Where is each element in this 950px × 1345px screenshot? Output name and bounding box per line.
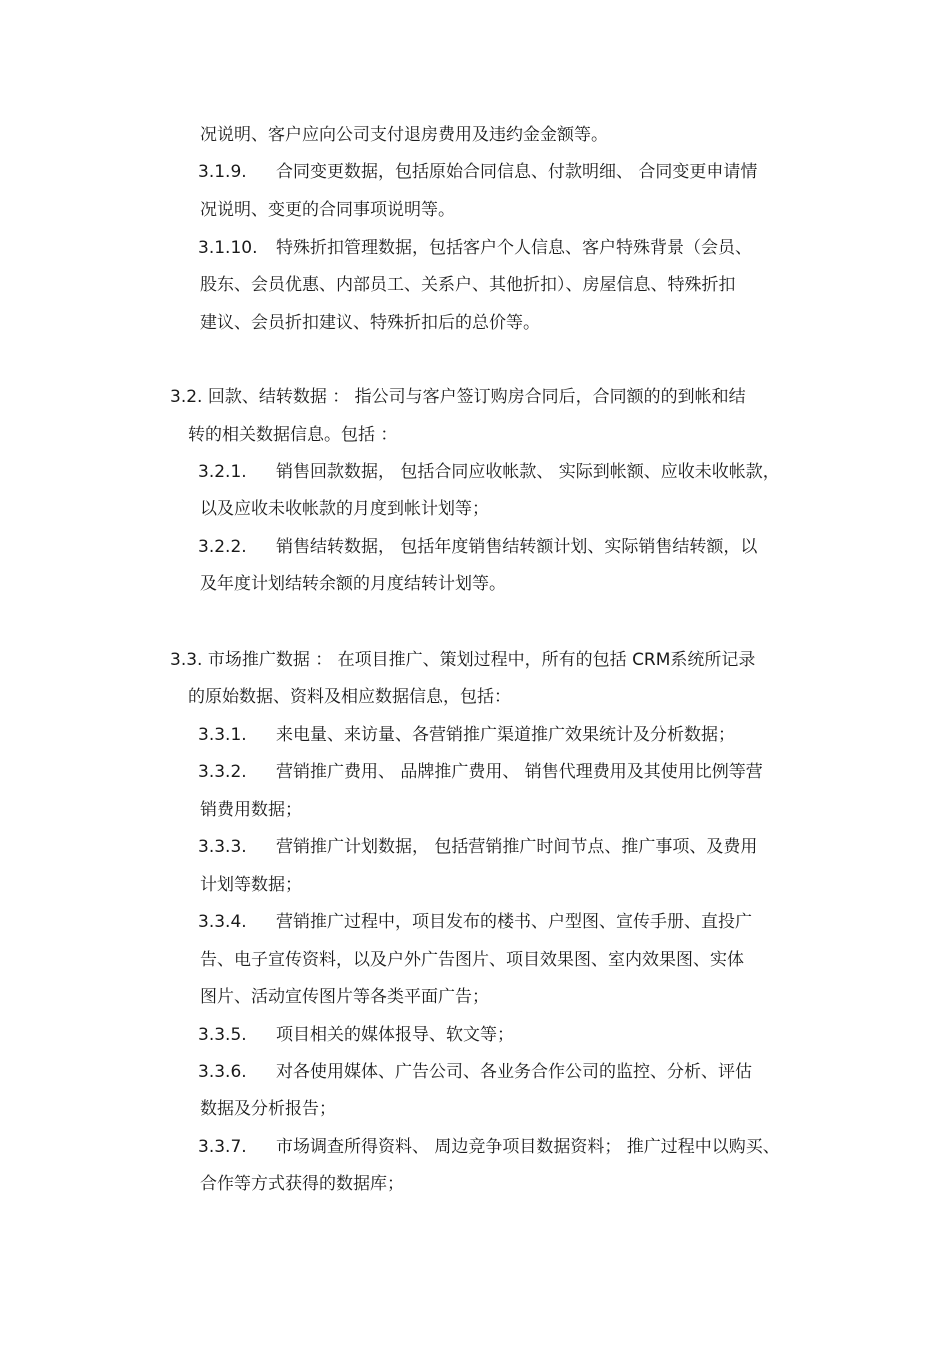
- section-3-3-6-line-2: 数据及分析报告；: [200, 1099, 336, 1119]
- section-3-1-10-text: 特殊折扣管理数据，包括客户个人信息、客户特殊背景（会员、: [276, 238, 752, 258]
- section-3-3-line-2: 的原始数据、资料及相应数据信息，包括：: [188, 687, 511, 707]
- section-3-2-text: 回款、结转数据 ： 指公司与客户签订购房合同后，合同额的的到帐和结: [202, 387, 746, 407]
- section-3-3-3-number: 3.3.3.: [198, 837, 247, 857]
- section-3-1-10-line-1: [198, 237, 752, 259]
- section-3-3-5-line-1: [198, 1024, 514, 1046]
- section-3-2-1-text: 销售回款数据， 包括合同应收帐款、 实际到帐额、应收未收帐款，: [276, 462, 780, 482]
- section-3-3-5-text: 项目相关的媒体报导、软文等；: [276, 1025, 514, 1045]
- section-3-3-3-line-1: [198, 836, 757, 858]
- section-3-2-1-number: 3.2.1.: [198, 462, 247, 482]
- section-3-2-1-line-1: [198, 461, 780, 483]
- section-3-3-2-number: 3.3.2.: [198, 762, 247, 782]
- section-3-3-6-number: 3.3.6.: [198, 1062, 247, 1082]
- section-3-3-3-line-2: 计划等数据；: [200, 875, 302, 895]
- section-3-2-number: 3.2.: [170, 387, 203, 407]
- section-3-2-line-1: [170, 386, 746, 408]
- section-3-2-2-number: 3.2.2.: [198, 537, 247, 557]
- section-3-3-6-line-1: [198, 1061, 752, 1083]
- section-3-2-2-line-1: [198, 536, 757, 558]
- section-3-1-9-number: 3.1.9.: [198, 162, 247, 182]
- section-3-2-2-text: 销售结转数据， 包括年度销售结转额计划、实际销售结转额，以: [276, 537, 758, 557]
- section-3-3-3-text: 营销推广计划数据， 包括营销推广时间节点、推广事项、及费用: [276, 837, 758, 857]
- section-3-3-6-text: 对各使用媒体、广告公司、各业务合作公司的监控、分析、评估: [276, 1062, 752, 1082]
- section-3-3-5-number: 3.3.5.: [198, 1025, 247, 1045]
- section-3-3-4-text: 营销推广过程中，项目发布的楼书、户型图、宣传手册、直投广: [276, 912, 752, 932]
- section-3-3-2-line-2: 销费用数据；: [200, 800, 302, 820]
- section-3-1-10-line-2: 股东、会员优惠、内部员工、关系户、其他折扣）、房屋信息、特殊折扣: [200, 275, 736, 295]
- section-3-1-9-text: 合同变更数据，包括原始合同信息、付款明细、 合同变更申请情: [276, 162, 758, 182]
- section-3-3-2-text: 营销推广费用、 品牌推广费用、 销售代理费用及其使用比例等营: [276, 762, 763, 782]
- section-3-1-9-line-1: [198, 161, 757, 183]
- section-3-3-4-line-2: 告、电子宣传资料，以及户外广告图片、项目效果图、室内效果图、实体: [200, 950, 744, 970]
- section-3-3-1-text: 来电量、来访量、各营销推广渠道推广效果统计及分析数据；: [276, 725, 735, 745]
- section-3-3-number: 3.3.: [170, 650, 203, 670]
- section-3-2-line-2: 转的相关数据信息。包括 ：: [188, 425, 398, 445]
- section-3-1-10-line-3: 建议、会员折扣建议、特殊折扣后的总价等。: [200, 313, 540, 333]
- section-3-3-7-line-1: [198, 1136, 780, 1158]
- section-3-3-2-line-1: [198, 761, 763, 783]
- section-3-3-1-line-1: [198, 724, 735, 746]
- section-3-3-7-number: 3.3.7.: [198, 1137, 247, 1157]
- section-3-2-2-line-2: 及年度计划结转余额的月度结转计划等。: [200, 574, 506, 594]
- section-3-3-1-number: 3.3.1.: [198, 725, 247, 745]
- section-3-3-text: 市场推广数据 ： 在项目推广、策划过程中，所有的包括 CRM系统所记录: [202, 650, 756, 670]
- section-3-3-7-text: 市场调查所得资料、 周边竞争项目数据资料； 推广过程中以购买、: [276, 1137, 780, 1157]
- section-3-3-7-line-2: 合作等方式获得的数据库；: [200, 1174, 404, 1194]
- section-3-3-4-number: 3.3.4.: [198, 912, 247, 932]
- section-3-3-line-1: [170, 649, 755, 671]
- section-3-1-9-line-2: 况说明、变更的合同事项说明等。: [200, 200, 455, 220]
- section-3-3-4-line-1: [198, 911, 752, 933]
- section-3-3-4-line-3: 图片、活动宣传图片等各类平面广告；: [200, 987, 489, 1007]
- section-3-1-8-continuation: 况说明、客户应向公司支付退房费用及违约金金额等。: [200, 125, 608, 145]
- section-3-1-10-number: 3.1.10.: [198, 238, 258, 258]
- section-3-2-1-line-2: 以及应收未收帐款的月度到帐计划等；: [200, 499, 489, 519]
